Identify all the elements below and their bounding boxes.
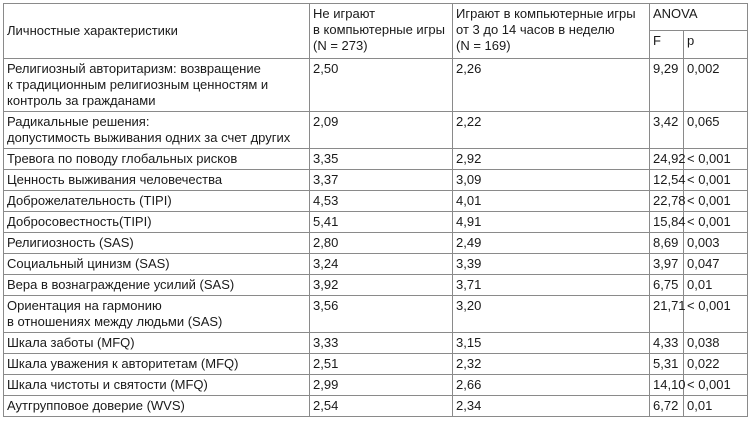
cell-players: 2,49 xyxy=(453,233,650,254)
cell-players: 3,09 xyxy=(453,170,650,191)
cell-non-players: 3,92 xyxy=(310,275,453,296)
table-row xyxy=(4,396,748,417)
cell-p: < 0,001 xyxy=(684,212,748,233)
cell-players: 2,26 xyxy=(453,59,650,112)
cell-players: 2,22 xyxy=(453,112,650,149)
cell-non-players: 2,54 xyxy=(310,396,453,417)
cell-players: 4,01 xyxy=(453,191,650,212)
cell-f: 6,72 xyxy=(650,396,684,417)
personality-anova-table xyxy=(3,3,748,417)
cell-non-players: 3,56 xyxy=(310,296,453,333)
cell-f: 14,10 xyxy=(650,375,684,396)
cell-non-players: 2,80 xyxy=(310,233,453,254)
cell-p: 0,01 xyxy=(684,396,748,417)
row-label: Радикальные решения: допустимость выживания одних за счет других xyxy=(4,112,310,149)
cell-p: < 0,001 xyxy=(684,296,748,333)
cell-f: 9,29 xyxy=(650,59,684,112)
row-label: Шкала заботы (MFQ) xyxy=(4,333,310,354)
row-label: Тревога по поводу глобальных рисков xyxy=(4,149,310,170)
cell-players: 3,15 xyxy=(453,333,650,354)
table-row xyxy=(4,254,748,275)
cell-players: 2,92 xyxy=(453,149,650,170)
table-row xyxy=(4,59,748,112)
cell-f: 22,78 xyxy=(650,191,684,212)
cell-non-players: 3,33 xyxy=(310,333,453,354)
cell-p: < 0,001 xyxy=(684,149,748,170)
cell-p: 0,022 xyxy=(684,354,748,375)
header-p: p xyxy=(684,31,748,59)
cell-p: < 0,001 xyxy=(684,375,748,396)
header-non-players: Не играют в компьютерные игры (N = 273) xyxy=(310,4,453,59)
table-row xyxy=(4,170,748,191)
row-label: Религиозный авторитаризм: возвращение к традиционным религиозным ценностям и контроль за гражданами xyxy=(4,59,310,112)
cell-f: 3,42 xyxy=(650,112,684,149)
row-label: Вера в вознаграждение усилий (SAS) xyxy=(4,275,310,296)
cell-p: 0,01 xyxy=(684,275,748,296)
cell-f: 8,69 xyxy=(650,233,684,254)
row-label: Шкала чистоты и святости (MFQ) xyxy=(4,375,310,396)
cell-players: 4,91 xyxy=(453,212,650,233)
header-players: Играют в компьютерные игры от 3 до 14 часов в неделю (N = 169) xyxy=(453,4,650,59)
row-label: Ориентация на гармонию в отношениях между людьми (SAS) xyxy=(4,296,310,333)
cell-p: 0,065 xyxy=(684,112,748,149)
table-row xyxy=(4,296,748,333)
cell-f: 6,75 xyxy=(650,275,684,296)
cell-f: 4,33 xyxy=(650,333,684,354)
table-body xyxy=(4,59,748,417)
header-characteristics: Личностные характеристики xyxy=(4,4,310,59)
cell-non-players: 4,53 xyxy=(310,191,453,212)
cell-p: < 0,001 xyxy=(684,170,748,191)
row-label: Аутгрупповое доверие (WVS) xyxy=(4,396,310,417)
cell-f: 3,97 xyxy=(650,254,684,275)
cell-f: 12,54 xyxy=(650,170,684,191)
cell-players: 2,66 xyxy=(453,375,650,396)
cell-non-players: 3,24 xyxy=(310,254,453,275)
row-label: Добросовестность(TIPI) xyxy=(4,212,310,233)
header-anova: ANOVA xyxy=(650,4,748,31)
cell-p: < 0,001 xyxy=(684,191,748,212)
table-row xyxy=(4,112,748,149)
cell-non-players: 2,99 xyxy=(310,375,453,396)
table-row xyxy=(4,212,748,233)
cell-p: 0,038 xyxy=(684,333,748,354)
table-row xyxy=(4,333,748,354)
cell-non-players: 2,09 xyxy=(310,112,453,149)
cell-f: 5,31 xyxy=(650,354,684,375)
cell-p: 0,047 xyxy=(684,254,748,275)
header-f: F xyxy=(650,31,684,59)
cell-non-players: 3,35 xyxy=(310,149,453,170)
cell-f: 24,92 xyxy=(650,149,684,170)
cell-f: 21,71 xyxy=(650,296,684,333)
cell-players: 3,39 xyxy=(453,254,650,275)
cell-players: 2,32 xyxy=(453,354,650,375)
header-row-top xyxy=(4,4,748,31)
cell-non-players: 2,50 xyxy=(310,59,453,112)
row-label: Шкала уважения к авторитетам (MFQ) xyxy=(4,354,310,375)
cell-players: 3,71 xyxy=(453,275,650,296)
row-label: Религиозность (SAS) xyxy=(4,233,310,254)
row-label: Доброжелательность (TIPI) xyxy=(4,191,310,212)
cell-p: 0,002 xyxy=(684,59,748,112)
cell-p: 0,003 xyxy=(684,233,748,254)
cell-non-players: 3,37 xyxy=(310,170,453,191)
cell-players: 2,34 xyxy=(453,396,650,417)
table-row xyxy=(4,191,748,212)
cell-players: 3,20 xyxy=(453,296,650,333)
row-label: Социальный цинизм (SAS) xyxy=(4,254,310,275)
table-row xyxy=(4,354,748,375)
table-row xyxy=(4,375,748,396)
row-label: Ценность выживания человечества xyxy=(4,170,310,191)
cell-non-players: 5,41 xyxy=(310,212,453,233)
cell-f: 15,84 xyxy=(650,212,684,233)
table-row xyxy=(4,275,748,296)
table-row xyxy=(4,233,748,254)
table-row xyxy=(4,149,748,170)
cell-non-players: 2,51 xyxy=(310,354,453,375)
